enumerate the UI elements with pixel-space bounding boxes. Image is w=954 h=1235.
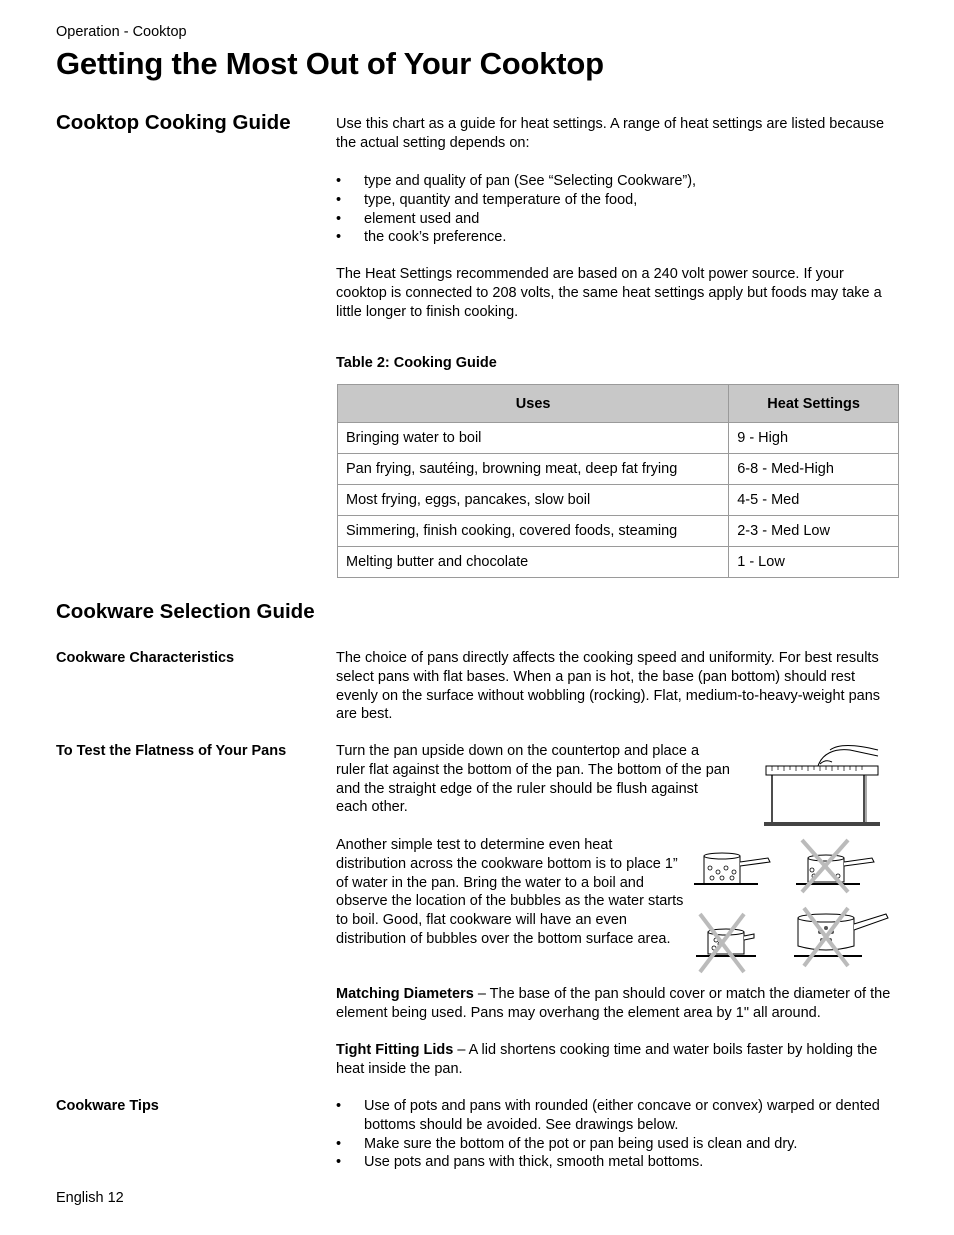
ruler-on-pan-illustration: [758, 742, 886, 832]
cooking-guide-heading: Cooktop Cooking Guide: [56, 111, 291, 134]
bubble-test-illustrations: [690, 836, 894, 976]
tight-fitting-lids: [336, 1041, 901, 1079]
flat-pan-even-bubbles-icon: [694, 853, 770, 884]
running-header: Operation - Cooktop: [56, 24, 187, 40]
table-header-row: [338, 385, 899, 423]
matching-diameters-term: Matching Diameters: [336, 986, 474, 1002]
flatness-test-label: To Test the Flatness of Your Pans: [56, 743, 287, 759]
table-row: [338, 423, 899, 454]
list-item: • the cook’s preference.: [336, 228, 896, 247]
list-item: • Make sure the bottom of the pot or pan being used is clean and dry.: [336, 1135, 896, 1154]
matching-diameters: [336, 985, 901, 1023]
cookware-selection-heading: Cookware Selection Guide: [56, 600, 315, 623]
cooking-guide-table: [337, 384, 899, 578]
tight-fitting-lids-text: – A lid shortens cooking time and water boils faster by holding the heat inside the pan.: [336, 1042, 878, 1077]
table-row: [338, 547, 899, 578]
large-pan-bubbles-icon: [794, 908, 888, 966]
table-row: [338, 454, 899, 485]
tight-fitting-lids-term: Tight Fitting Lids: [336, 1042, 454, 1058]
column-header-uses: Uses: [338, 385, 729, 423]
cooking-guide-intro: Use this chart as a guide for heat settings. A range of heat settings are listed because the actual setting depends on:: [336, 116, 885, 151]
table-cell-heat: 4-5 - Med: [729, 485, 899, 516]
cookware-characteristics-text: The choice of pans directly affects the cooking speed and uniformity. For best results select pans with flat bases. When a pan is hot, the base (pan bottom) should rest evenly on the surface without wobbling (rocking). Flat, medium-to-heavy-weight pans are best.: [336, 650, 881, 723]
table-cell-heat: 6-8 - Med-High: [729, 454, 899, 485]
column-header-heat-settings: Heat Settings: [729, 385, 899, 423]
bubble-test-text: Another simple test to determine even heat distribution across the cookware bottom is to place 1” of water in the pan. Bring the water to a boil and observe the location of the bubbles as the water starts to boil. Good, flat cookware will have an even distribution of bubbles over the bottom surface area.: [336, 837, 684, 947]
table-cell-use: Bringing water to boil: [338, 423, 729, 454]
list-item: • element used and: [336, 210, 896, 229]
warped-pan-uneven-bubbles-icon: [796, 840, 874, 892]
heat-factor-list: [336, 172, 896, 247]
table-cell-use: Most frying, eggs, pancakes, slow boil: [338, 485, 729, 516]
table-cell-use: Melting butter and chocolate: [338, 547, 729, 578]
cookware-tips-list: [336, 1097, 896, 1172]
table-row: [338, 485, 899, 516]
voltage-note: The Heat Settings recommended are based on a 240 volt power source. If your cooktop is connected to 208 volts, the same heat settings apply but foods may take a little longer to finish cooking.: [336, 266, 882, 320]
cookware-tips-label: Cookware Tips: [56, 1098, 159, 1114]
table-cell-heat: 1 - Low: [729, 547, 899, 578]
list-item: • type and quality of pan (See “Selecting Cookware”),: [336, 172, 896, 191]
list-item: • Use of pots and pans with rounded (either concave or convex) warped or dented bottoms should be avoided. See drawings below.: [336, 1097, 896, 1135]
page-footer: English 12: [56, 1190, 124, 1206]
table-caption: Table 2: Cooking Guide: [336, 355, 497, 371]
concave-pan-uneven-bubbles-icon: [696, 914, 756, 972]
table-cell-heat: 9 - High: [729, 423, 899, 454]
ruler-test-text: Turn the pan upside down on the countertop and place a ruler flat against the bottom of the pan. The bottom of the pan and the straight edge of the ruler should be flush against each other.: [336, 743, 730, 816]
table-cell-use: Simmering, finish cooking, covered foods, steaming: [338, 516, 729, 547]
table-cell-use: Pan frying, sautéing, browning meat, deep fat frying: [338, 454, 729, 485]
list-item: • Use pots and pans with thick, smooth metal bottoms.: [336, 1153, 896, 1172]
table-row: [338, 516, 899, 547]
cookware-characteristics-label: Cookware Characteristics: [56, 650, 235, 666]
list-item: • type, quantity and temperature of the food,: [336, 191, 896, 210]
table-cell-heat: 2-3 - Med Low: [729, 516, 899, 547]
matching-diameters-text: – The base of the pan should cover or match the diameter of the element being used. Pans may overhang the element area by 1" all around.: [336, 986, 891, 1021]
page-title: Getting the Most Out of Your Cooktop: [56, 46, 604, 81]
